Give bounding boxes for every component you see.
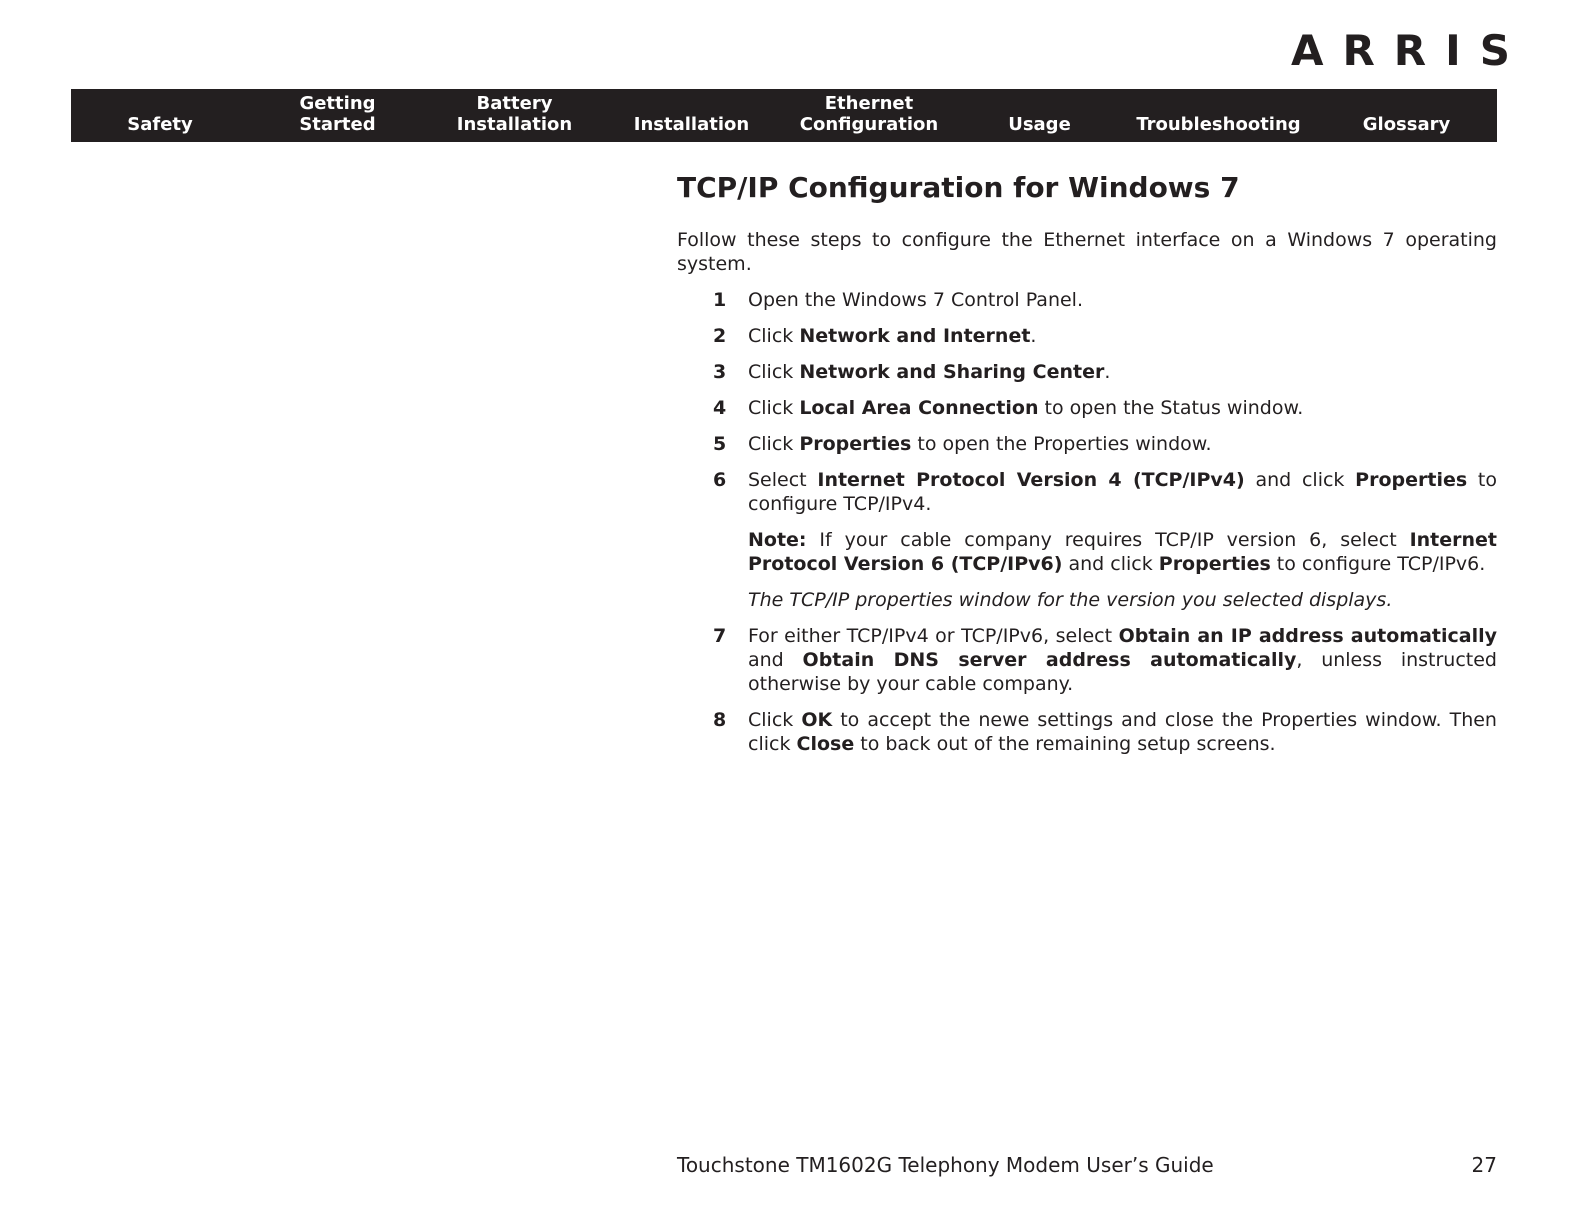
step-text-bold: Properties (1355, 469, 1468, 491)
step-text: If your cable company requires TCP/IP version 6, select (806, 529, 1410, 551)
step-text: , unless instructed otherwise by your cable company. (748, 649, 1497, 695)
step-item (677, 708, 1497, 756)
step-text-bold: Note: (748, 529, 807, 551)
step-text: to open the Properties window. (911, 433, 1212, 455)
step-text-bold: Obtain an IP address automatically (1118, 625, 1497, 647)
top-navigation-bar (71, 89, 1497, 142)
step-text-bold: Network and Sharing Center (799, 361, 1105, 383)
step-item (677, 324, 1497, 348)
step-item (677, 288, 1497, 312)
step-text-bold: Obtain DNS server address automatically (802, 649, 1297, 671)
step-text: to open the Status window. (1038, 397, 1304, 419)
step-text: . (1104, 361, 1111, 383)
nav-tab-label: Ethernet Configuration (799, 93, 939, 135)
steps-list (677, 288, 1497, 756)
step-number: 3 (713, 361, 727, 383)
nav-tab-troubleshooting[interactable] (1121, 89, 1316, 142)
step-number: 2 (713, 325, 727, 347)
step-number: 1 (713, 289, 727, 311)
nav-tab-installation[interactable] (603, 89, 780, 142)
step-number: 7 (713, 625, 727, 647)
step-number: 5 (713, 433, 727, 455)
nav-tab-label: Troubleshooting (1136, 114, 1301, 135)
step-text-bold: OK (801, 709, 833, 731)
step-result (677, 588, 1497, 612)
nav-tab-getting-started[interactable] (249, 89, 426, 142)
step-text: and click (1244, 469, 1356, 491)
step-text: Open the Windows 7 Control Panel. (748, 289, 1084, 311)
step-text: The TCP/IP properties window for the version you selected displays. (748, 589, 1393, 611)
step-text: to configure TCP/IPv6. (1270, 553, 1486, 575)
step-item (677, 360, 1497, 384)
step-number: 4 (713, 397, 727, 419)
step-text: Select (748, 469, 818, 491)
step-text: Click (748, 709, 802, 731)
step-text: . (1030, 325, 1037, 347)
step-text: and click (1062, 553, 1159, 575)
step-text: Click (748, 325, 800, 347)
nav-tab-label: Installation (633, 114, 750, 135)
nav-tab-label: Battery Installation (456, 93, 573, 135)
intro-paragraph: Follow these steps to configure the Ethernet interface on a Windows 7 operating system. (677, 229, 1497, 275)
step-text-bold: Properties (799, 433, 912, 455)
step-item (677, 432, 1497, 456)
step-item (677, 396, 1497, 420)
nav-tab-label: Usage (1008, 114, 1071, 135)
step-text: Click (748, 433, 800, 455)
step-number: 8 (713, 709, 727, 731)
page-title: TCP/IP Configuration for Windows 7 (677, 171, 1240, 204)
step-text-bold: Network and Internet (799, 325, 1031, 347)
nav-tab-label: Glossary (1362, 114, 1451, 135)
page-footer (677, 1152, 1497, 1178)
step-item (677, 468, 1497, 516)
step-text: to configure TCP/IPv4. (748, 469, 1497, 515)
step-item (677, 624, 1497, 696)
step-number: 6 (713, 469, 727, 491)
arris-logo: ARRIS (1290, 26, 1529, 75)
step-text-bold: Close (796, 733, 855, 755)
nav-tab-label: Getting Started (299, 93, 376, 135)
nav-tab-battery-installation[interactable] (426, 89, 603, 142)
step-text-bold: Local Area Connection (799, 397, 1039, 419)
footer-page-number: 27 (1471, 1153, 1497, 1177)
footer-guide-title: Touchstone TM1602G Telephony Modem User’s Guide (677, 1153, 1214, 1177)
nav-tab-glossary[interactable] (1316, 89, 1497, 142)
nav-tab-ethernet-configuration[interactable] (780, 89, 958, 142)
step-text: For either TCP/IPv4 or TCP/IPv6, select (748, 625, 1119, 647)
step-text: Click (748, 361, 800, 383)
nav-tab-safety[interactable] (71, 89, 249, 142)
step-text: Click (748, 397, 800, 419)
step-note (677, 528, 1497, 576)
step-text: and (748, 649, 803, 671)
nav-tab-label: Safety (127, 114, 193, 135)
step-text-bold: Internet Protocol Version 6 (TCP/IPv6) (748, 529, 1497, 575)
step-text: to back out of the remaining setup screens. (854, 733, 1276, 755)
step-text-bold: Properties (1158, 553, 1271, 575)
step-text: to accept the newe settings and close the Properties window. Then click (748, 709, 1497, 755)
nav-tab-usage[interactable] (958, 89, 1121, 142)
main-content (677, 168, 1497, 768)
step-text-bold: Internet Protocol Version 4 (TCP/IPv4) (817, 469, 1245, 491)
